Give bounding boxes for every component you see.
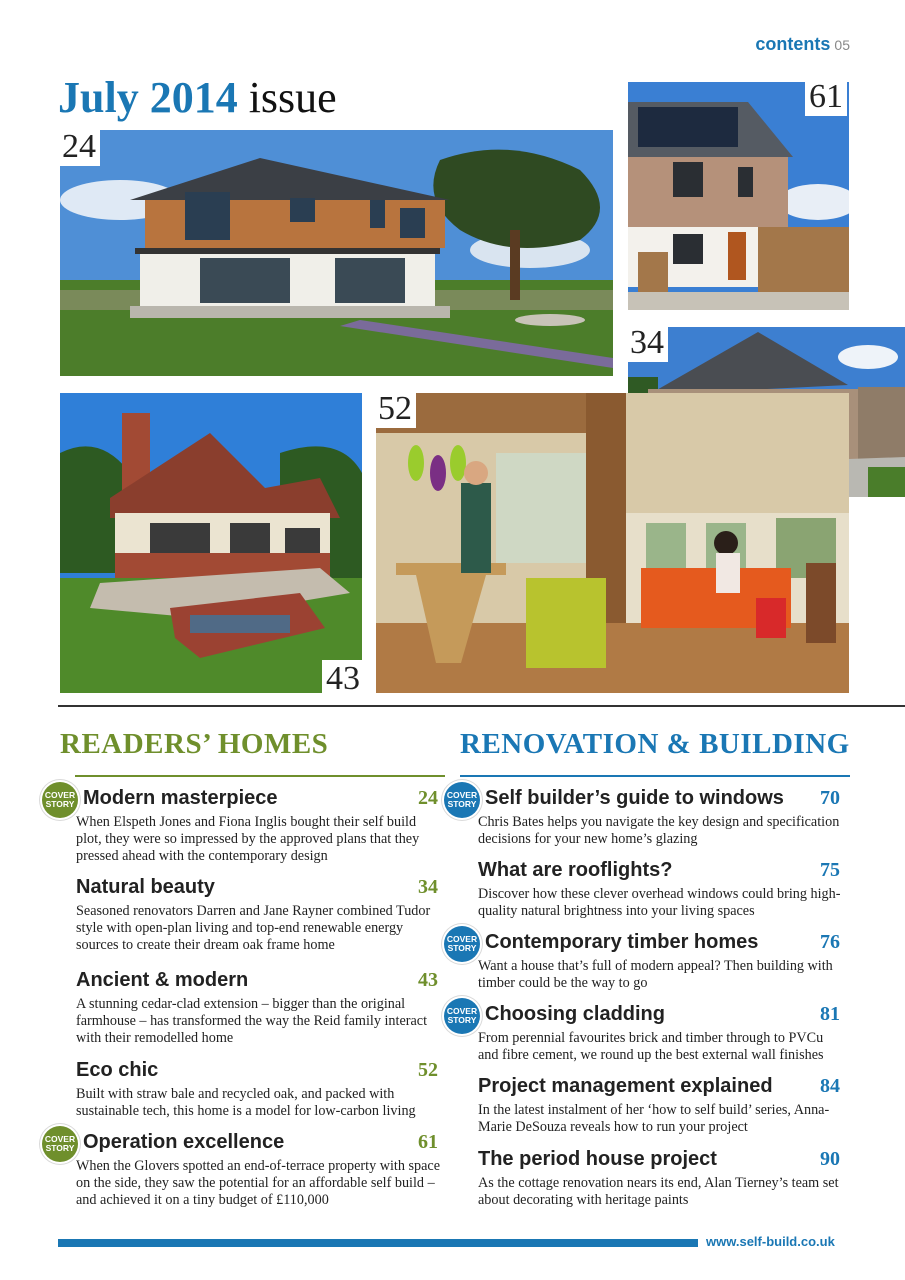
section-header [755,34,850,55]
toc-entry[interactable] [76,876,438,954]
entry-description: Built with straw bale and recycled oak, and packed with sustainable tech, this home is a model for low-carbon living [76,1086,416,1119]
tudor-house-photo [60,393,362,693]
entry-page: 52 [418,1059,438,1081]
entry-title: Modern masterpiece [83,787,278,809]
renovation-underline [460,775,850,777]
entry-title: Contemporary timber homes [485,931,759,953]
cover-story-badge: COVER STORY [444,782,480,818]
page-number: 05 [834,37,850,53]
issue-word: issue [248,73,337,122]
entry-title: Natural beauty [76,876,215,898]
cover-story-badge: COVER STORY [42,1126,78,1162]
entry-title: What are rooflights? [478,859,673,881]
entry-title: Project management explained [478,1075,773,1097]
readers-homes-heading: READERS’ HOMES [60,728,329,760]
issue-month-year: July 2014 [58,73,238,122]
renovation-heading: RENOVATION & BUILDING [460,728,850,760]
entry-title: The period house project [478,1148,717,1170]
entry-description: Seasoned renovators Darren and Jane Rayner combined Tudor style with open-plan living and top-end renewable energy sources to create their dream oak frame home [76,903,431,953]
entry-page: 76 [820,931,840,953]
toc-entry[interactable] [76,1059,448,1120]
website-link[interactable]: www.self-build.co.uk [706,1234,835,1249]
terrace-house-photo [628,82,849,310]
entry-page: 75 [820,859,840,881]
cover-story-badge: COVER STORY [444,926,480,962]
entry-title: Choosing cladding [485,1003,665,1025]
toc-entry[interactable] [478,859,844,920]
photo-label-61: 61 [805,78,847,116]
cover-story-badge: COVER STORY [444,998,480,1034]
entry-description: When the Glovers spotted an end-of-terrace property with space on the side, they saw the potential for an affordable self build – and achieved it on a tiny budget of £110,000 [76,1158,440,1208]
entry-page: 34 [418,876,438,898]
entry-title: Self builder’s guide to windows [485,787,784,809]
photo-label-43: 43 [322,660,364,698]
modern-house-photo [60,130,613,376]
toc-entry[interactable] [478,1148,840,1209]
entry-page: 81 [820,1003,840,1025]
entry-page: 61 [418,1131,438,1153]
entry-title: Ancient & modern [76,969,249,991]
photo-label-24: 24 [58,128,100,166]
entry-description: Want a house that’s full of modern appeal? Then building with timber could be the way to go [478,958,833,991]
entry-description: Chris Bates helps you navigate the key design and specification decisions for your new home’s glazing [478,814,840,847]
issue-title [58,72,337,123]
entry-page: 90 [820,1148,840,1170]
toc-entry[interactable] [478,1075,844,1136]
entry-page: 43 [418,969,438,991]
toc-entry[interactable] [478,931,840,992]
entry-description: In the latest instalment of her ‘how to self build’ series, Anna-Marie DeSouza reveals how to run your project [478,1102,830,1135]
entry-description: From perennial favourites brick and timber through to PVCu and fibre cement, we round up the best external wall finishes [478,1030,824,1063]
entry-page: 70 [820,787,840,809]
oak-interior-photo [376,393,849,693]
entry-description: When Elspeth Jones and Fiona Inglis bought their self build plot, they were so impressed by the approved plans that they pressed ahead with the contemporary design [76,814,420,864]
section-name: contents [755,34,831,54]
entry-description: Discover how these clever overhead windows could bring high-quality natural brightness into your living spaces [478,886,841,919]
entry-description: As the cottage renovation nears its end, Alan Tierney’s team set about decorating with heritage paints [478,1175,839,1208]
toc-entry[interactable] [76,787,438,865]
entry-page: 24 [418,787,438,809]
toc-entry[interactable] [76,1131,448,1209]
readers-homes-underline [75,775,445,777]
entry-title: Eco chic [76,1059,159,1081]
entry-description: A stunning cedar-clad extension – bigger than the original farmhouse – has transformed the way the Reid family interact with their remodelled home [76,996,428,1046]
toc-entry[interactable] [478,787,840,848]
photo-label-52: 52 [374,390,416,428]
photo-label-34: 34 [626,324,668,362]
cover-story-badge: COVER STORY [42,782,78,818]
entry-title: Operation excellence [83,1131,285,1153]
toc-entry[interactable] [76,969,438,1047]
footer-bar [58,1239,698,1247]
divider-rule [58,705,905,707]
entry-page: 84 [820,1075,840,1097]
toc-entry[interactable] [478,1003,844,1064]
